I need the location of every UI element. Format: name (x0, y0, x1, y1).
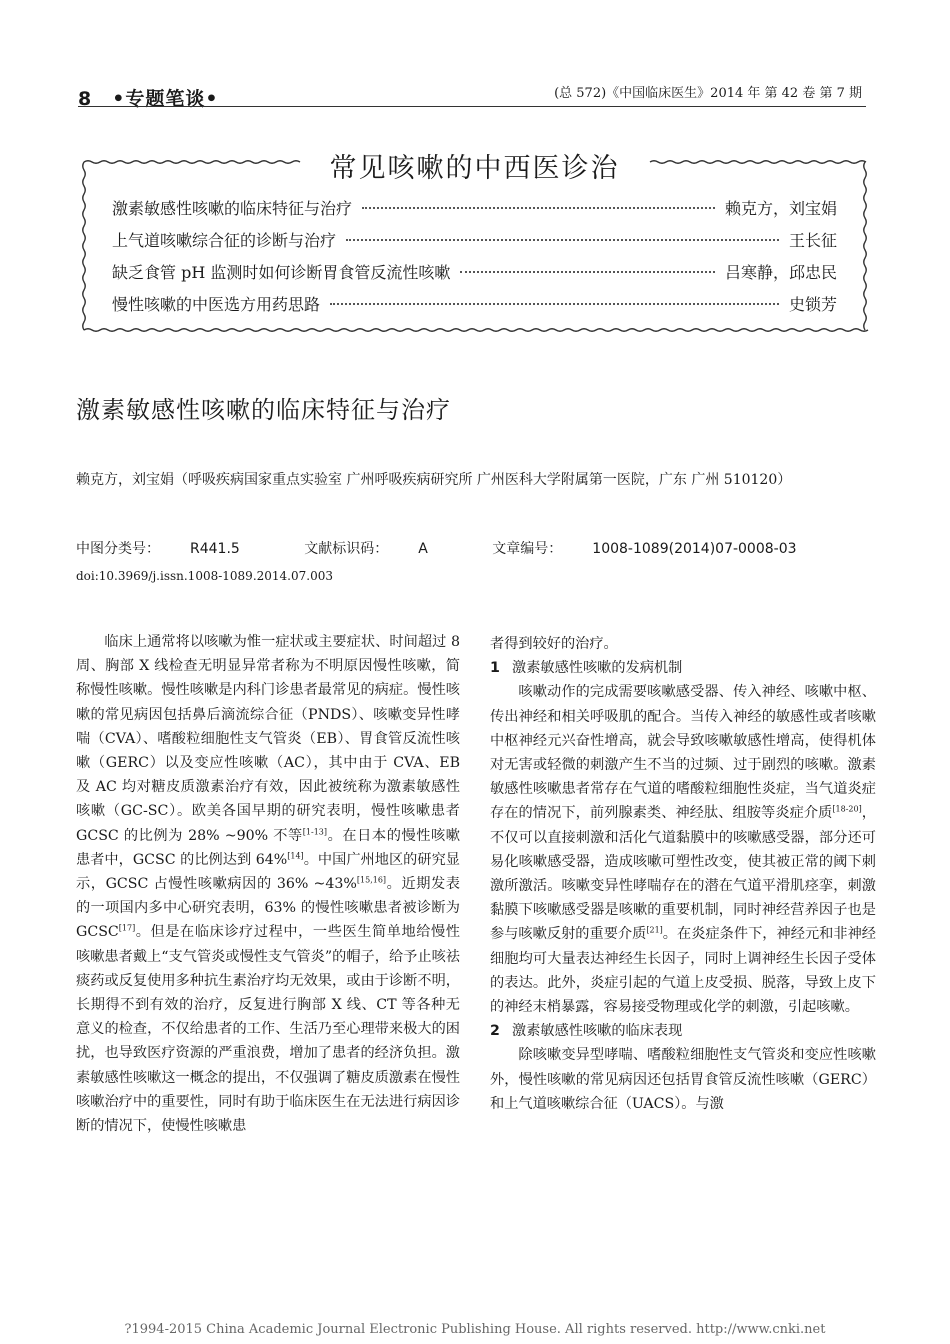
citation[interactable]: [15,16] (356, 875, 387, 885)
toc-item[interactable]: 慢性咳嗽的中医选方用药思路 史锁芳 (112, 295, 837, 314)
paragraph: 咳嗽动作的完成需要咳嗽感受器、传入神经、咳嗽中枢、传出神经和相关呼吸肌的配合。当传入神经的敏感性或者咳嗽中枢神经元兴奋性增高，就会导致咳嗽敏感性增高，使得机体对无害或轻微的刺激产生不当的过频、过于剧烈的咳嗽。激素敏感性咳嗽患者常存在气道的嗜酸粒细胞性炎症，当气道炎症存在的情况下，前列腺素类、神经肽、组胺等炎症介质[18-20]，不仅可以直接刺激和活化气道黏膜中的咳嗽感受器，部分还可易化咳嗽感受器，造成咳嗽可塑性改变，使其被正常的阈下刺激所激活。咳嗽变异性哮喘存在的潜在气道平滑肌痉挛，刺激黏膜下咳嗽感受器是咳嗽的重要机制，同时神经营养因子也是参与咳嗽反射的重要介质[21]。在炎症条件下，神经元和非神经细胞均可大量表达神经生长因子，同时上调神经生长因子受体的表达。此外，炎症引起的气道上皮受损、脱落，导致上皮下的神经末梢暴露，容易接受物理或化学的刺激，引起咳嗽。 (490, 684, 876, 1016)
doi[interactable]: doi:10.3969/j.issn.1008-1089.2014.07.003 (76, 569, 333, 583)
feature-title: 常见咳嗽的中西医诊治 (78, 146, 871, 185)
paragraph: 临床上通常将以咳嗽为惟一症状或主要症状、时间超过 8 周、胸部 X 线检查无明显异常者称为不明原因慢性咳嗽，简称慢性咳嗽。慢性咳嗽是内科门诊患者最常见的病症。慢性咳嗽的常见病因包括鼻后滴流综合征（PNDS）、咳嗽变异性哮喘（CVA）、嗜酸粒细胞性支气管炎（EB）、胃食管反流性咳嗽（GERC）以及变应性咳嗽（AC），其中由于 CVA、EB 及 AC 均对糖皮质激素治疗有效，因此被统称为激素敏感性咳嗽（GC-SC）。欧美各国早期的研究表明，慢性咳嗽患者 GCSC 的比例为 28% ~90% 不等[1-13]。在日本的慢性咳嗽患者中，GCSC 的比例达到 64%[14]。中国广州地区的研究显示，GCSC 占慢性咳嗽病因的 36% ~43%[15,16]。近期发表的一项国内多中心研究表明，63% 的慢性咳嗽患者被诊断为 GCSC[17]。但是在临床诊疗过程中，一些医生简单地给慢性咳嗽患者戴上“支气管炎或慢性支气管炎”的帽子，给予止咳祛痰药或反复使用多种抗生素治疗均无效果，或由于诊断不明，长期得不到有效的治疗，反复进行胸部 X 线、CT 等各种无意义的检查，不仅给患者的工作、生活乃至心理带来极大的困扰，也导致医疗资源的严重浪费，增加了患者的经济负担。激素敏感性咳嗽这一概念的提出，不仅强调了糖皮质激素在慢性咳嗽治疗中的重要性，同时有助于临床医生在无法进行病因诊断的情况下，使慢性咳嗽患 (76, 634, 460, 1135)
citation[interactable]: [14] (287, 851, 304, 861)
toc-item[interactable]: 激素敏感性咳嗽的临床特征与治疗 赖克方，刘宝娟 (112, 199, 837, 218)
citation[interactable]: [1-13] (302, 826, 327, 836)
toc-list (112, 196, 837, 324)
toc-item[interactable]: 缺乏食管 pH 监测时如何诊断胃食管反流性咳嗽 吕寒静，邱忠民 (112, 263, 837, 282)
authors-affiliation: 赖克方，刘宝娟（呼吸疾病国家重点实验室 广州呼吸疾病研究所 广州医科大学附属第一医院，广东 广州 510120） (76, 472, 792, 488)
section-heading: 2 激素敏感性咳嗽的临床表现 (490, 1023, 683, 1040)
article-title: 激素敏感性咳嗽的临床特征与治疗 (76, 396, 451, 424)
paragraph: 除咳嗽变异型哮喘、嗜酸粒细胞性支气管炎和变应性咳嗽外，慢性咳嗽的常见病因还包括胃食管反流性咳嗽（GERC）和上气道咳嗽综合征（UACS）。与激 (490, 1047, 876, 1112)
classification-line: 中图分类号： R441.5 文献标识码： A 文章编号： 1008-1089(2014)07-0008-03 (76, 541, 797, 557)
header-rule (78, 106, 866, 107)
right-column (490, 632, 876, 1116)
citation[interactable]: [18-20] (832, 804, 862, 814)
section-name: •专题笔谈• (112, 88, 219, 110)
journal-info: (总 572)《中国临床医生》2014 年 第 42 卷 第 7 期 (554, 86, 862, 101)
page-number: 8 (78, 88, 93, 110)
citation[interactable]: [21] (646, 925, 663, 935)
paragraph: 者得到较好的治疗。 (490, 636, 618, 652)
left-column (76, 630, 460, 1138)
section-heading: 1 激素敏感性咳嗽的发病机制 (490, 660, 683, 677)
copyright-footer: ?1994-2015 China Academic Journal Electronic Publishing House. All rights reserved. http://www.cnki.net (124, 1322, 826, 1337)
toc-item[interactable]: 上气道咳嗽综合征的诊断与治疗 王长征 (112, 231, 837, 250)
citation[interactable]: [17] (118, 923, 136, 933)
feature-box (78, 148, 871, 336)
